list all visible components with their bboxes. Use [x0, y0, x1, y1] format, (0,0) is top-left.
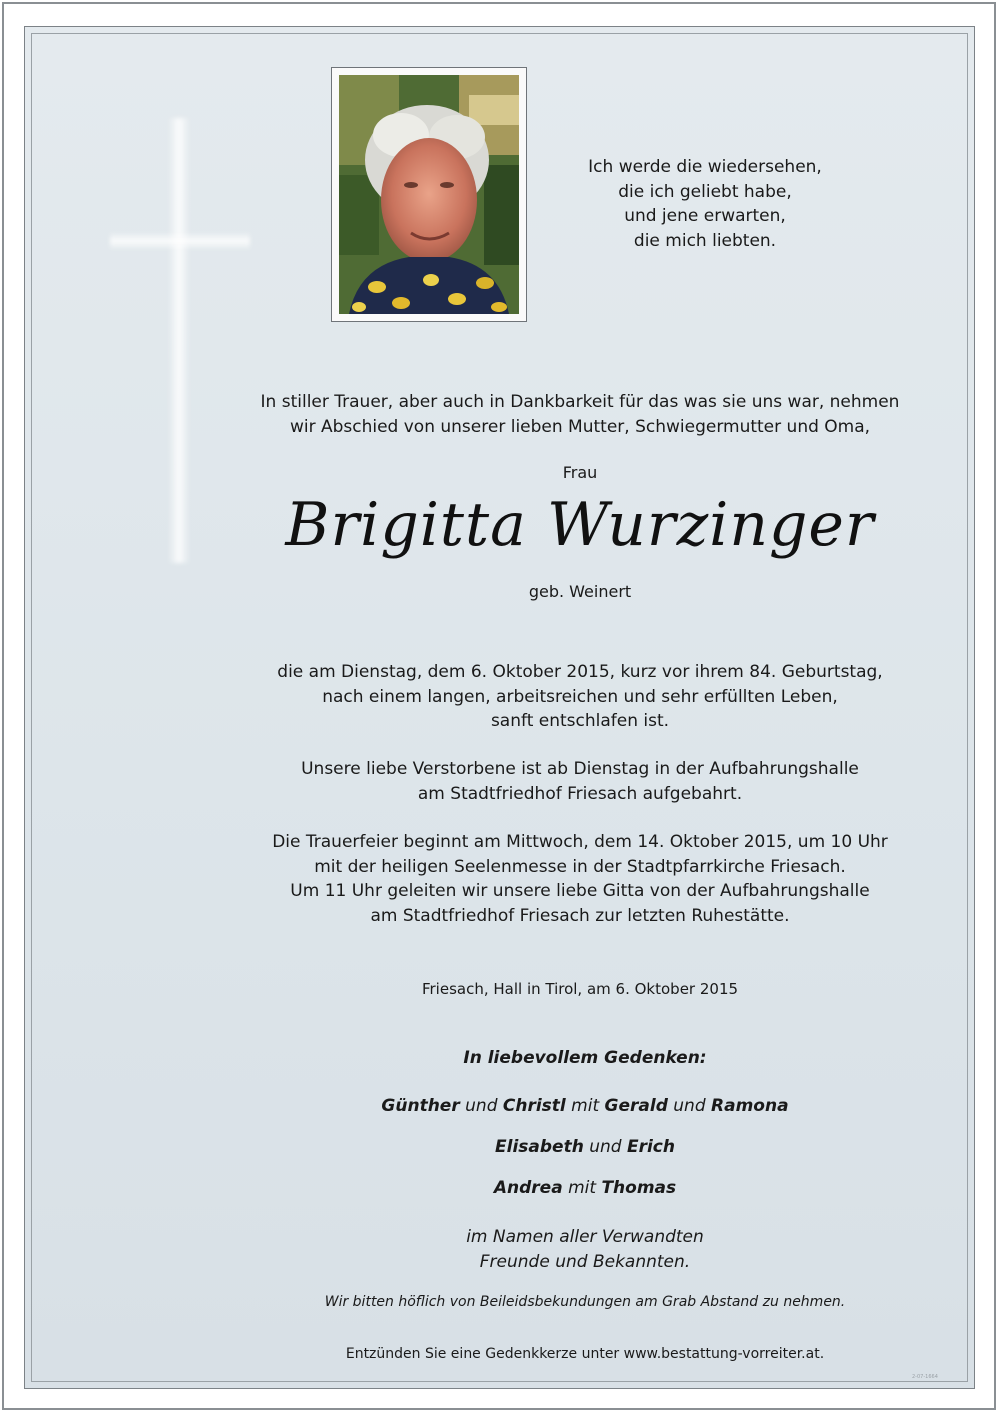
- quote-line: und jene erwarten,: [624, 206, 786, 226]
- family-line: [230, 1137, 940, 1157]
- family-line: [230, 1096, 940, 1116]
- viewing-info: [180, 757, 980, 806]
- relatives-line: Freunde und Bekannten.: [479, 1251, 691, 1272]
- quote-line: Ich werde die wiedersehen,: [588, 157, 822, 177]
- memory-heading: In liebevollem Gedenken:: [463, 1048, 707, 1068]
- cross-icon-bar: [110, 232, 250, 250]
- death-notice: [180, 660, 980, 734]
- family-name: Gerald: [604, 1096, 668, 1116]
- quote-line: die ich geliebt habe,: [618, 181, 792, 202]
- maiden-name: geb. Weinert: [528, 582, 632, 601]
- family-joiner: und: [589, 1137, 622, 1157]
- family-joiner: mit: [571, 1096, 600, 1116]
- candle-note: Entzünden Sie eine Gedenkkerze unter www.bestattung-vorreiter.at.: [345, 1346, 825, 1362]
- family-joiner: und: [673, 1096, 706, 1116]
- quote: [530, 155, 880, 253]
- family-name: Elisabeth: [495, 1137, 584, 1157]
- relatives-note: [380, 1225, 790, 1274]
- death-notice-line: die am Dienstag, dem 6. Oktober 2015, kurz vor ihrem 84. Geburtstag,: [277, 662, 883, 682]
- deceased-name: Brigitta Wurzinger: [285, 490, 875, 560]
- condolence-request: Wir bitten höflich von Beileidsbekundungen am Grab Abstand zu nehmen.: [324, 1294, 846, 1310]
- family-line: [230, 1178, 940, 1198]
- portrait-photo: [339, 75, 519, 314]
- family-name: Thomas: [601, 1178, 677, 1198]
- family-joiner: und: [465, 1096, 498, 1116]
- quote-line: die mich liebten.: [633, 230, 777, 251]
- death-notice-line: nach einem langen, arbeitsreichen und sehr erfüllten Leben,: [322, 686, 838, 707]
- funeral-line: am Stadtfriedhof Friesach zur letzten Ruhestätte.: [370, 905, 790, 926]
- salutation: Frau: [562, 463, 598, 482]
- funeral-line: Um 11 Uhr geleiten wir unsere liebe Gitta von der Aufbahrungshalle: [290, 881, 870, 901]
- viewing-line: am Stadtfriedhof Friesach aufgebahrt.: [417, 783, 743, 804]
- cross-icon: [168, 118, 190, 563]
- death-notice-line: sanft entschlafen ist.: [490, 711, 670, 731]
- family-joiner: mit: [568, 1178, 597, 1198]
- intro-line: In stiller Trauer, aber auch in Dankbarkeit für das was sie uns war, nehmen: [260, 392, 900, 412]
- print-code: 2-07-1664: [912, 1374, 938, 1380]
- family-name: Erich: [626, 1137, 675, 1157]
- family-name: Ramona: [711, 1096, 789, 1116]
- intro-text: [200, 390, 960, 440]
- funeral-line: Die Trauerfeier beginnt am Mittwoch, dem 14. Oktober 2015, um 10 Uhr: [272, 832, 888, 852]
- portrait-frame: [331, 67, 527, 322]
- funeral-info: [180, 830, 980, 928]
- family-name: Christl: [502, 1096, 566, 1116]
- portrait-image: [339, 75, 519, 314]
- family-name: Andrea: [493, 1178, 563, 1198]
- funeral-line: mit der heiligen Seelenmesse in der Stadtpfarrkirche Friesach.: [314, 856, 846, 877]
- intro-line: wir Abschied von unserer lieben Mutter, Schwiegermutter und Oma,: [289, 417, 871, 437]
- viewing-line: Unsere liebe Verstorbene ist ab Dienstag in der Aufbahrungshalle: [301, 759, 859, 779]
- family-name: Günther: [381, 1096, 460, 1116]
- place-date: Friesach, Hall in Tirol, am 6. Oktober 2015: [421, 980, 739, 998]
- relatives-line: im Namen aller Verwandten: [466, 1227, 704, 1247]
